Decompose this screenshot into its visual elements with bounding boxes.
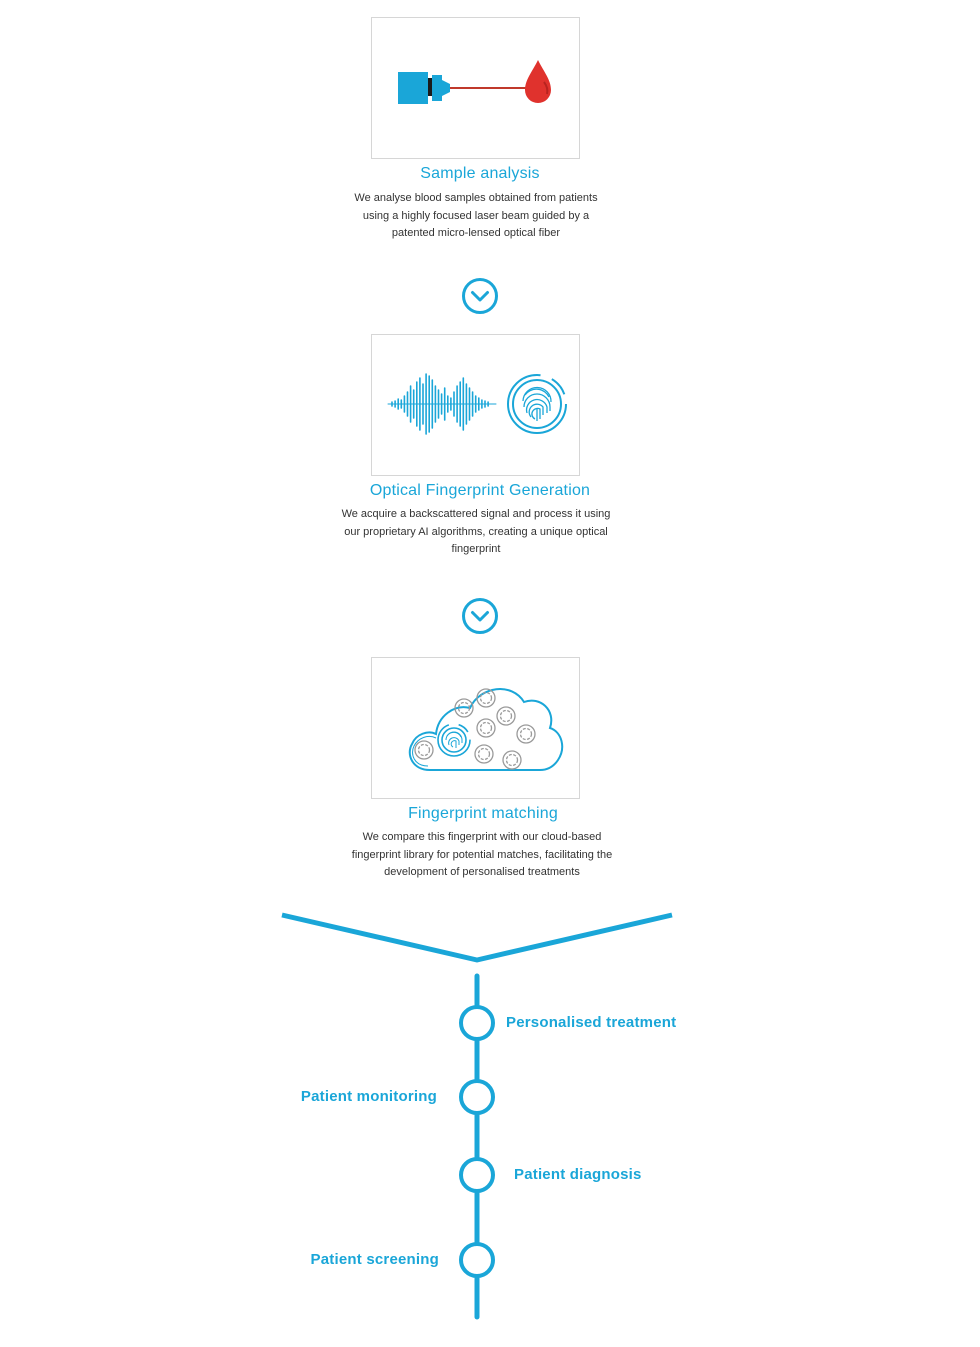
timeline-node-patient-monitoring [461,1081,493,1113]
step-description-optical-fingerprint-generation: We acquire a backscattered signal and process it using our proprietary AI algorithms, creating a unique optical fingerprint [341,508,611,555]
timeline-label-patient-monitoring: Patient monitoring [300,1088,437,1105]
timeline-label-personalised-treatment: Personalised treatment [506,1014,677,1031]
timeline-node-patient-diagnosis [461,1159,493,1191]
timeline-label-patient-screening: Patient screening [310,1251,439,1268]
timeline-label-patient-diagnosis: Patient diagnosis [514,1166,642,1183]
step-title-fingerprint-matching: Fingerprint matching [408,805,558,822]
sample-analysis-card [371,17,580,159]
chevron-down-icon [461,597,499,635]
step-title-sample-analysis: Sample analysis [420,165,540,182]
laser-blood-drop-icon [372,18,581,160]
fingerprint-matching-card [371,657,580,799]
step-description-sample-analysis: We analyse blood samples obtained from patients using a highly focused laser beam guided by a patented micro-lensed optical fiber [354,192,598,239]
waveform-fingerprint-icon [372,335,581,477]
step-description-fingerprint-matching: We compare this fingerprint with our cloud-based fingerprint library for potential matches, facilitating the development of personalised treatments [351,831,613,878]
timeline-node-patient-screening [461,1244,493,1276]
timeline-node-personalised-treatment [461,1007,493,1039]
cloud-fingerprint-library-icon [372,658,581,800]
funnel-connector [282,915,672,960]
step-title-optical-fingerprint-generation: Optical Fingerprint Generation [369,482,591,499]
optical-fingerprint-card [371,334,580,476]
outcome-timeline [0,900,980,1347]
chevron-down-icon [461,277,499,315]
